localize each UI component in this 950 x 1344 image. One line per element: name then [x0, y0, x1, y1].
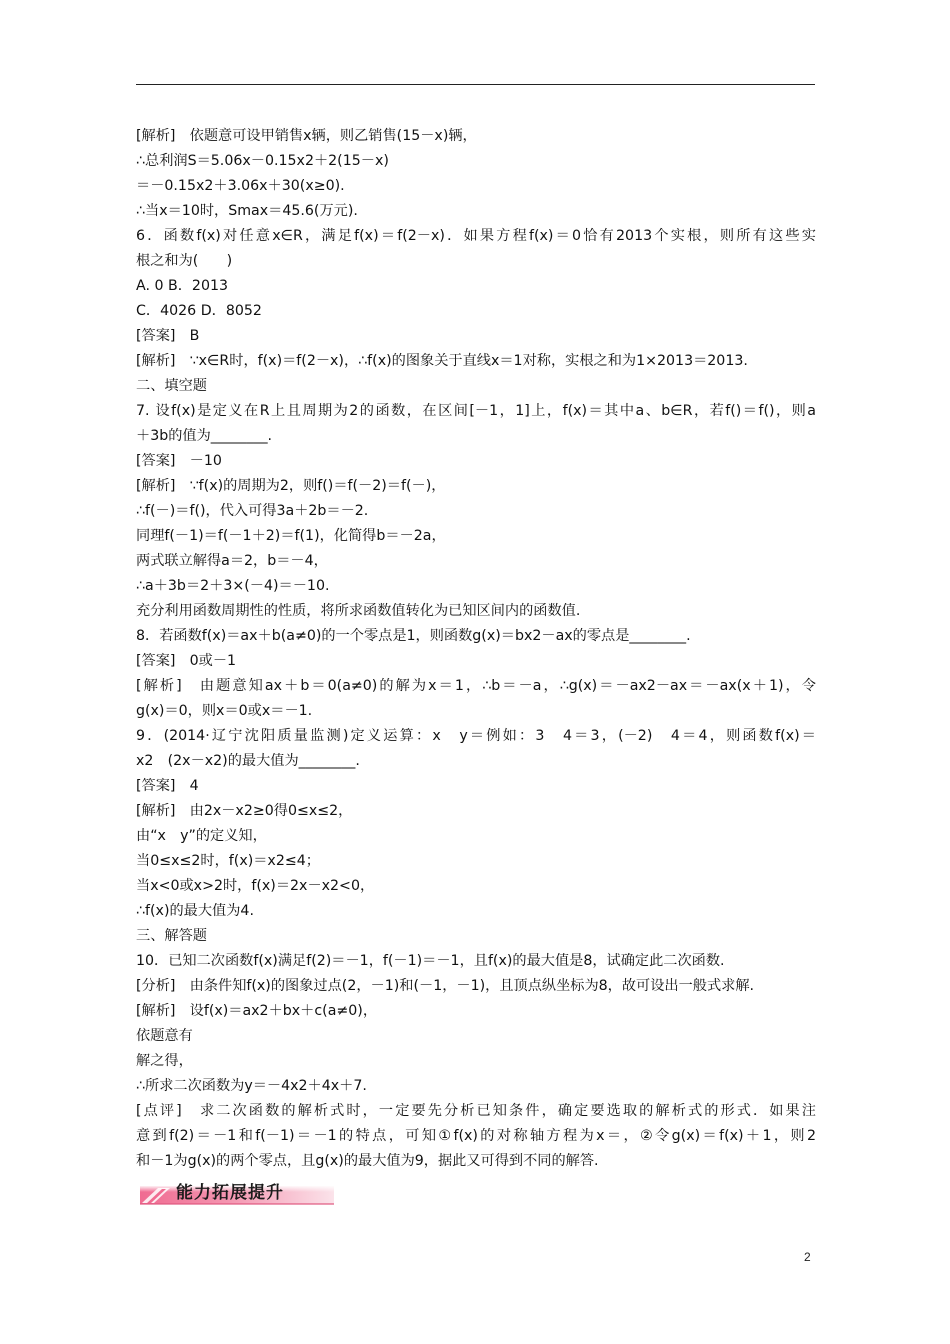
analysis-line: [解析] ∵f(x)的周期为2，则f()＝f(－2)＝f(－)，: [136, 478, 446, 494]
text-line: ∴a＋3b＝2＋3×(－4)＝－10.: [136, 578, 330, 594]
text-line: ∴f(x)的最大值为4.: [136, 903, 254, 919]
section-heading-solutions: 三、解答题: [136, 928, 207, 944]
document-body: [136, 124, 816, 1174]
text-line: ∴所求二次函数为y＝－4x2＋4x＋7.: [136, 1078, 367, 1094]
analysis-line: [解析] 设f(x)＝ax2＋bx＋c(a≠0)，: [136, 1003, 378, 1019]
question-8-line: 8．若函数f(x)＝ax＋b(a≠0)的一个零点是1，则函数g(x)＝bx2－ax的零点是________.: [136, 628, 691, 644]
text-line: ∴f(－)＝f()，代入可得3a＋2b＝－2.: [136, 503, 369, 519]
text-line: 当x<0或x>2时，f(x)＝2x－x2<0，: [136, 878, 375, 894]
question-9-line-1: 9．(2014·辽宁沈阳质量监测)定义运算：x y＝例如：3 4＝3，(－2) 4＝4，则函数f(x)＝: [136, 728, 816, 744]
text-line: ∴当x＝10时，Smax＝45.6(万元).: [136, 203, 358, 219]
comment-line-1: [点评] 求二次函数的解析式时，一定要先分析已知条件，确定要选取的解析式的形式．如果注: [136, 1103, 816, 1119]
analysis-line: [解析] ∵x∈R时，f(x)＝f(2－x)，∴f(x)的图象关于直线x＝1对称，实根之和为1×2013＝2013.: [136, 353, 748, 369]
text-line: 解之得，: [136, 1053, 193, 1069]
comment-line-3: 和－1为g(x)的两个零点，且g(x)的最大值为9，据此又可得到不同的解答.: [136, 1153, 599, 1169]
comment-line-2: 意到f(2)＝－1和f(－1)＝－1的特点，可知①f(x)的对称轴方程为x＝，②令g(x)＝f(x)＋1，则2: [136, 1128, 816, 1144]
analysis-line: [解析] 由2x－x2≥0得0≤x≤2，: [136, 803, 353, 819]
question-6-line-2: 根之和为( ): [136, 253, 233, 269]
text-line: [解析] 依题意可设甲销售x辆，则乙销售(15－x)辆，: [136, 128, 477, 144]
option-line: A. 0 B．2013: [136, 278, 229, 294]
text-line: 同理f(－1)＝f(－1＋2)＝f(1)，化简得b＝－2a，: [136, 528, 446, 544]
question-9-line-2: x2 (2x－x2)的最大值为________.: [136, 753, 360, 769]
answer-line: [答案] 0或－1: [136, 653, 237, 669]
section-heading-fill-in: 二、填空题: [136, 378, 207, 394]
text-line: 依题意有: [136, 1028, 193, 1044]
answer-line: [答案] －10: [136, 453, 222, 469]
analysis-line: [解析] 由题意知ax＋b＝0(a≠0)的解为x＝1，∴b＝－a，∴g(x)＝－ax2－ax＝－ax(x＋1)，令: [136, 678, 816, 694]
option-line: C．4026 D．8052: [136, 303, 262, 319]
analysis-plan-line: [分析] 由条件知f(x)的图象过点(2，－1)和(－1，－1)，且顶点纵坐标为8，故可设出一般式求解.: [136, 978, 755, 994]
text-line: ＝－0.15x2＋3.06x＋30(x≥0).: [136, 178, 345, 194]
text-line: ∴总利润S＝5.06x－0.15x2＋2(15－x): [136, 153, 389, 169]
question-10-line: 10．已知二次函数f(x)满足f(2)＝－1，f(－1)＝－1，且f(x)的最大值是8，试确定此二次函数.: [136, 953, 725, 969]
text-line: 充分利用函数周期性的性质，将所求函数值转化为已知区间内的函数值.: [136, 603, 581, 619]
header-rule: [136, 84, 815, 85]
text-line: 两式联立解得a＝2，b＝－4，: [136, 553, 328, 569]
text-line: 由“x y”的定义知，: [136, 828, 267, 844]
banner-label: 能力拓展提升: [176, 1183, 284, 1203]
question-7-line-1: 7. 设f(x)是定义在R上且周期为2的函数，在区间[－1，1]上，f(x)＝其中a、b∈R，若f()＝f()，则a: [136, 403, 816, 419]
text-line: 当0≤x≤2时，f(x)＝x2≤4；: [136, 853, 320, 869]
section-banner: [140, 1176, 334, 1206]
text-line: g(x)＝0，则x＝0或x＝－1.: [136, 703, 313, 719]
page-number: 2: [804, 1250, 811, 1264]
question-6-line-1: 6．函数f(x)对任意x∈R，满足f(x)＝f(2－x)．如果方程f(x)＝0恰有2013个实根，则所有这些实: [136, 228, 816, 244]
answer-line: [答案] 4: [136, 778, 199, 794]
answer-line: [答案] B: [136, 328, 200, 344]
question-7-line-2: ＋3b的值为________.: [136, 428, 273, 444]
